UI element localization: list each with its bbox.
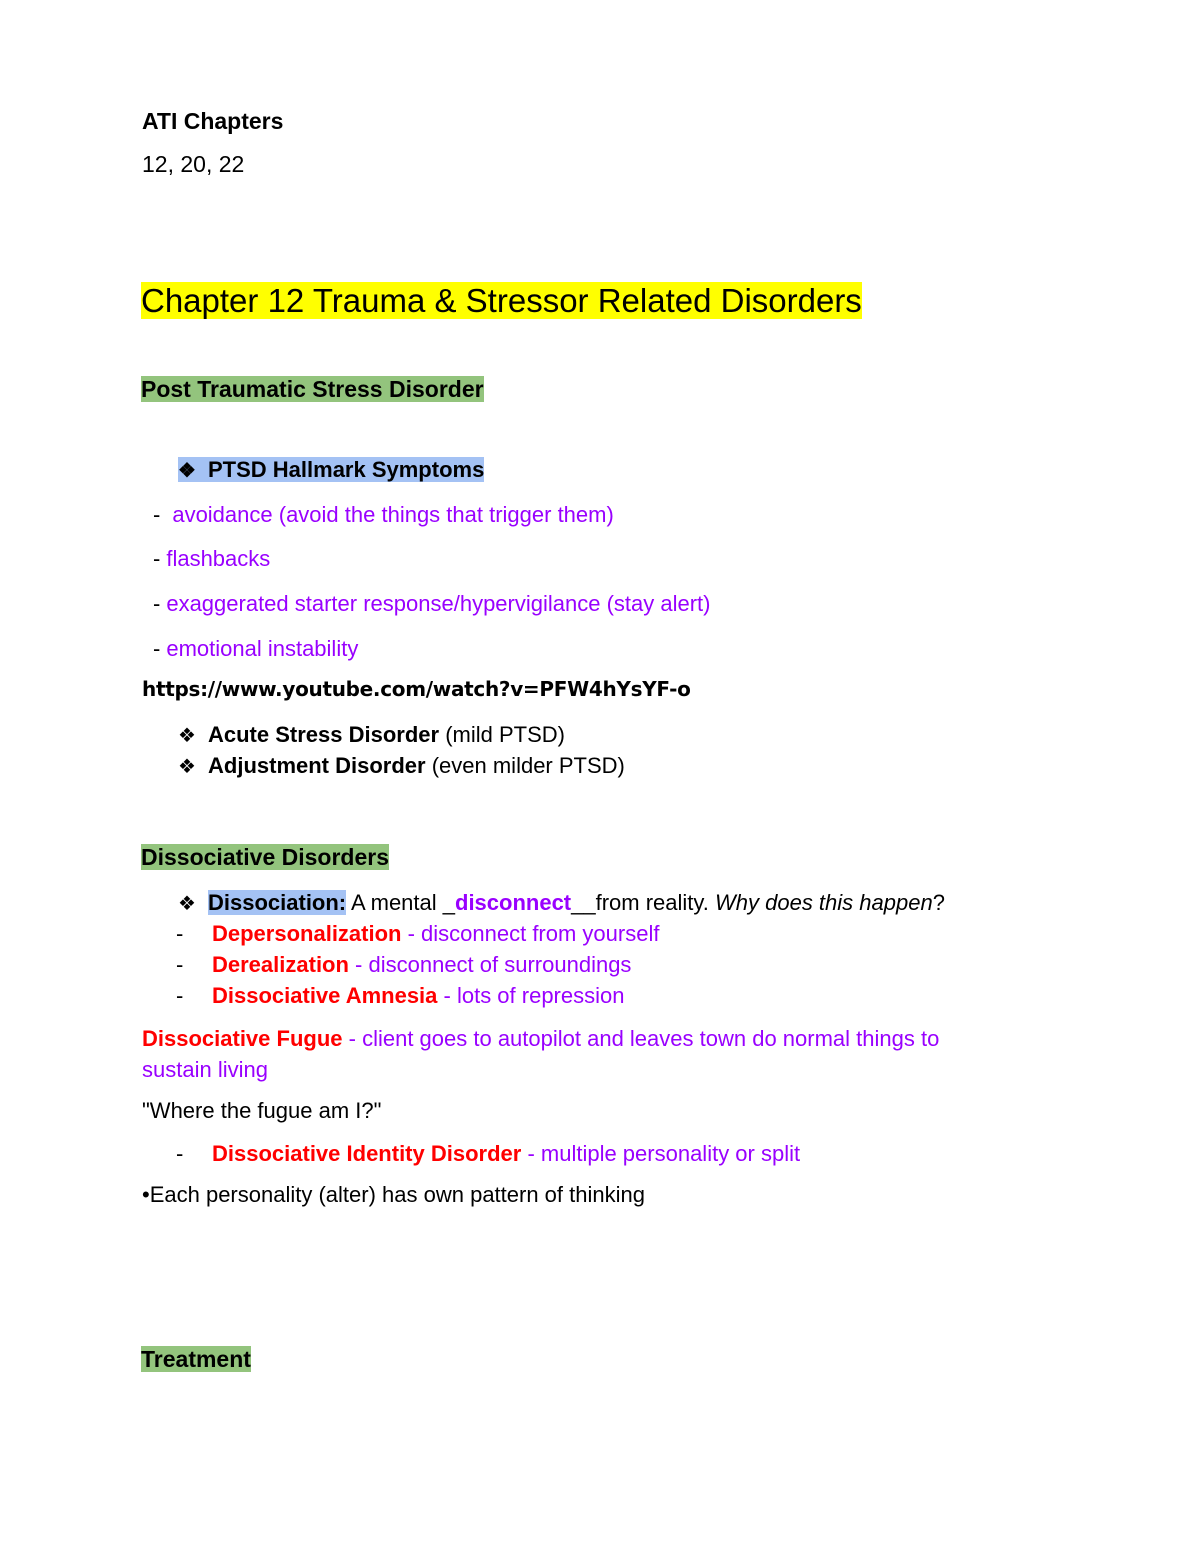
type-term: Depersonalization (212, 921, 402, 946)
related-disorder-item (178, 722, 565, 748)
symptom-item (153, 591, 711, 617)
symptom-item (153, 502, 614, 528)
related-disorder-item (178, 753, 625, 779)
symptom-text: emotional instability (166, 636, 359, 661)
dash-bullet: - (176, 1141, 184, 1166)
related-term: Acute Stress Disorder (208, 722, 440, 747)
dash-bullet: - (153, 591, 161, 616)
did-item (176, 1141, 800, 1167)
dash-bullet: - (176, 983, 184, 1008)
youtube-link[interactable]: https://www.youtube.com/watch?v=PFW4hYsYF-o (142, 677, 691, 701)
fugue-desc: - client goes to autopilot and leaves town do normal things to (342, 1026, 940, 1051)
did-term: Dissociative Identity Disorder (212, 1141, 522, 1166)
symptom-text: flashbacks (166, 546, 271, 571)
chapter-list: 12, 20, 22 (142, 151, 245, 177)
type-desc: - lots of repression (437, 983, 625, 1008)
fugue-line-1 (142, 1026, 939, 1052)
diamond-bullet-icon: ❖ (178, 725, 196, 747)
definition-pre: A mental _ (346, 890, 455, 915)
ptsd-hallmark-item (178, 456, 484, 485)
type-term: Derealization (212, 952, 349, 977)
dissociation-type-item (176, 921, 659, 947)
diamond-bullet-icon: ❖ (178, 460, 196, 482)
treatment-heading: Treatment (141, 1346, 251, 1372)
fugue-line-2: sustain living (142, 1057, 268, 1082)
dissociative-section-heading (141, 841, 389, 873)
diamond-bullet-icon: ❖ (178, 756, 196, 778)
related-term: Adjustment Disorder (208, 753, 426, 778)
dash-bullet: - (153, 546, 161, 571)
definition-post: __from reality. (571, 890, 715, 915)
symptom-text: exaggerated starter response/hypervigilance (stay alert) (166, 591, 711, 616)
ptsd-heading: Post Traumatic Stress Disorder (141, 376, 484, 402)
treatment-section-heading (141, 1343, 251, 1375)
symptom-item (153, 636, 358, 662)
dissociation-term: Dissociation: (208, 890, 347, 915)
fugue-quote: "Where the fugue am I?" (142, 1098, 382, 1123)
dash-bullet: - (176, 952, 184, 977)
definition-qmark: ? (932, 890, 945, 915)
definition-question: Why does this happen (715, 890, 933, 915)
chapter-heading (141, 279, 862, 323)
doc-title: ATI Chapters (142, 108, 284, 134)
symptom-text: avoidance (avoid the things that trigger them) (172, 502, 614, 527)
symptom-item (153, 546, 270, 572)
diamond-bullet-icon: ❖ (178, 893, 196, 915)
dash-bullet: - (153, 636, 161, 661)
did-desc: - multiple personality or split (521, 1141, 801, 1166)
fugue-term: Dissociative Fugue (142, 1026, 343, 1051)
dissociation-type-item (176, 983, 624, 1009)
hallmark-label: PTSD Hallmark Symptoms (208, 457, 485, 482)
related-note: (mild PTSD) (439, 722, 565, 747)
dissociation-type-item (176, 952, 631, 978)
definition-word: disconnect (455, 890, 572, 915)
dissociative-heading: Dissociative Disorders (141, 844, 390, 870)
chapter-title: Chapter 12 Trauma & Stressor Related Disorders (141, 282, 862, 319)
dash-bullet: - (176, 921, 184, 946)
related-note: (even milder PTSD) (425, 753, 625, 778)
ptsd-section-heading (141, 373, 484, 405)
type-desc: - disconnect from yourself (401, 921, 660, 946)
dash-bullet: - (153, 502, 161, 527)
type-desc: - disconnect of surroundings (348, 952, 632, 977)
alter-note: •Each personality (alter) has own pattern of thinking (142, 1182, 645, 1207)
dissociation-definition (178, 890, 945, 917)
hallmark-highlight (178, 457, 484, 482)
type-term: Dissociative Amnesia (212, 983, 438, 1008)
